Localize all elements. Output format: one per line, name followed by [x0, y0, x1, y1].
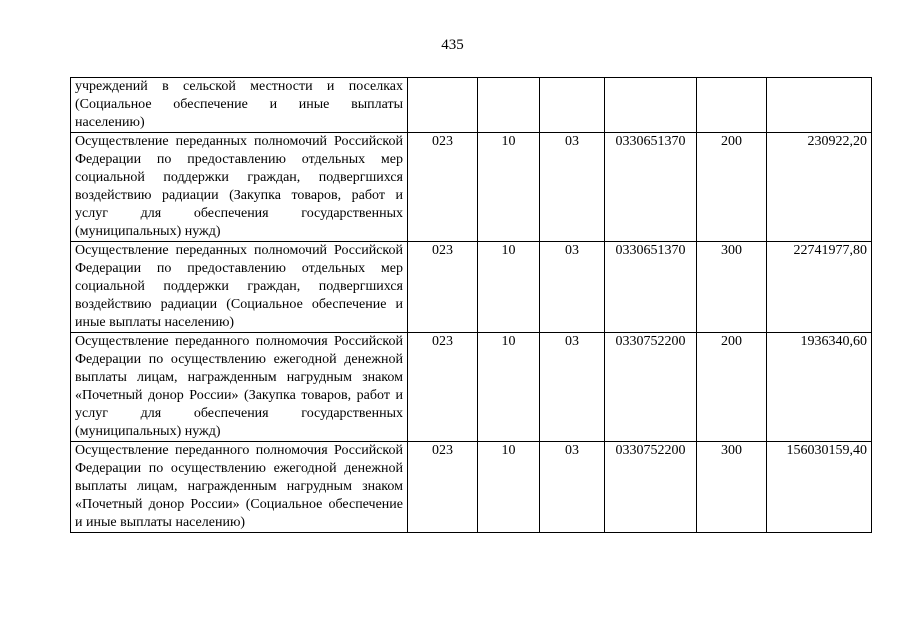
table-row	[71, 133, 872, 242]
expense-type-code: 300	[697, 242, 767, 333]
ministry-code: 023	[408, 442, 478, 533]
amount: 1936340,60	[767, 333, 872, 442]
amount: 156030159,40	[767, 442, 872, 533]
target-article-code: 0330651370	[605, 133, 697, 242]
expense-type-code	[697, 78, 767, 133]
table-row	[71, 78, 872, 133]
amount	[767, 78, 872, 133]
subsection-code	[540, 78, 605, 133]
section-code: 10	[478, 442, 540, 533]
section-code	[478, 78, 540, 133]
target-article-code: 0330752200	[605, 333, 697, 442]
row-description: Осуществление переданных полномочий Российской Федерации по предоставлению отдельных мер социальной поддержки граждан, подвергшихся воздействию радиации (Социальное обеспечение и иные выплаты населению)	[71, 242, 408, 333]
row-description: Осуществление переданного полномочия Российской Федерации по осуществлению ежегодной денежной выплаты лицам, награжденным нагрудным знаком «Почетный донор России» (Социальное обеспечение и иные выплаты населению)	[71, 442, 408, 533]
section-code: 10	[478, 333, 540, 442]
expense-type-code: 200	[697, 333, 767, 442]
table-row	[71, 242, 872, 333]
row-description: Осуществление переданных полномочий Российской Федерации по предоставлению отдельных мер социальной поддержки граждан, подвергшихся воздействию радиации (Закупка товаров, работ и услуг для обеспечения государственных (муниципальных) нужд)	[71, 133, 408, 242]
section-code: 10	[478, 242, 540, 333]
expense-type-code: 200	[697, 133, 767, 242]
expense-type-code: 300	[697, 442, 767, 533]
subsection-code: 03	[540, 133, 605, 242]
target-article-code: 0330752200	[605, 442, 697, 533]
table-row	[71, 333, 872, 442]
budget-table	[70, 77, 872, 533]
subsection-code: 03	[540, 333, 605, 442]
amount: 22741977,80	[767, 242, 872, 333]
amount: 230922,20	[767, 133, 872, 242]
target-article-code	[605, 78, 697, 133]
section-code: 10	[478, 133, 540, 242]
subsection-code: 03	[540, 242, 605, 333]
page-number: 435	[441, 37, 464, 53]
target-article-code: 0330651370	[605, 242, 697, 333]
row-description: учреждений в сельской местности и поселках (Социальное обеспечение и иные выплаты населению)	[71, 78, 408, 133]
ministry-code: 023	[408, 242, 478, 333]
table-row	[71, 442, 872, 533]
row-description: Осуществление переданного полномочия Российской Федерации по осуществлению ежегодной денежной выплаты лицам, награжденным нагрудным знаком «Почетный донор России» (Закупка товаров, работ и услуг для обеспечения государственных (муниципальных) нужд)	[71, 333, 408, 442]
ministry-code: 023	[408, 133, 478, 242]
ministry-code: 023	[408, 333, 478, 442]
ministry-code	[408, 78, 478, 133]
subsection-code: 03	[540, 442, 605, 533]
